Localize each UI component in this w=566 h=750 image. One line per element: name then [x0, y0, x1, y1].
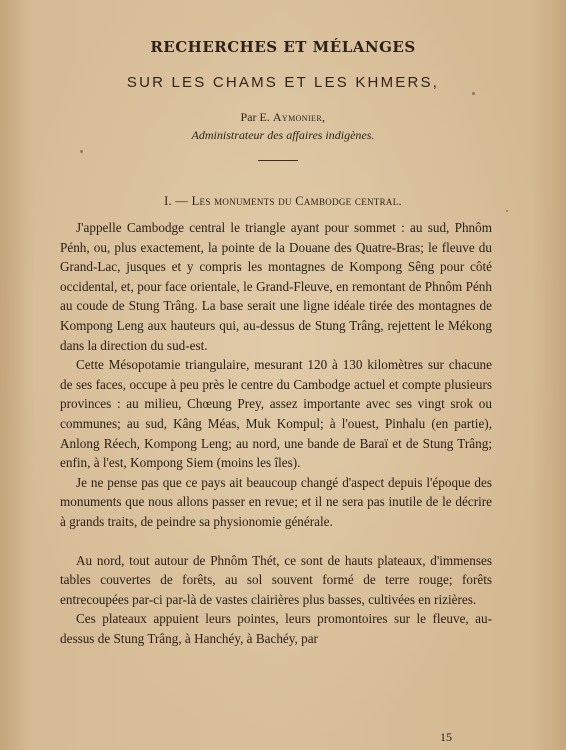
- paragraph: Ces plateaux appuient leurs pointes, leurs promontoires sur le fleuve, au-dessus de Stung Trâng, à Hanchéy, à Bachéy, par: [60, 611, 492, 646]
- article-subtitle: SUR LES CHAMS ET LES KHMERS,: [126, 74, 440, 91]
- title-divider: [258, 160, 298, 161]
- section-title: Les monuments du Cambodge central.: [191, 194, 402, 208]
- section-number: I. —: [164, 194, 189, 208]
- article-title: RECHERCHES ET MÉLANGES: [150, 38, 416, 56]
- article-body: [60, 218, 492, 648]
- byline-prefix: Par E.: [240, 110, 270, 124]
- author-name: Aymonier,: [272, 110, 326, 124]
- paper-speck: [80, 150, 83, 153]
- paragraph: J'appelle Cambodge central le triangle ayant pour sommet : au sud, Phnôm Pénh, ou, plus exactement, la pointe de la Douane des Quatre-Bras; le fleuve du Grand-Lac, jusques et y compris les montagnes de Kompong Sêng pour côté occidental, et, pour face orientale, le Grand-Fleuve, en remontant de Phnôm Pénh au coude de Stung Trâng. La base serait une ligne idéale tirée des montagnes de Kompong Leng aux hauteurs qui, au-dessus de Stung Trâng, rejettent le Mékong dans la direction du sud-est.: [60, 220, 492, 353]
- paragraph: Je ne pense pas que ce pays ait beaucoup changé d'aspect depuis l'époque des monuments que nous allons passer en revue; et il ne sera pas inutile de le décrire à grands traits, de peindre sa physionomie générale.: [60, 474, 492, 529]
- paragraph: Cette Mésopotamie triangulaire, mesurant 120 à 130 kilomètres sur chacune de ses faces, occupe à peu près le centre du Cambodge actuel et compte plusieurs provinces : au milieu, Chœung Prey, assez importante avec ses vingt srok ou communes; au sud, Kâng Méas, Muk Kompul; à l'ouest, Pinhalu (en partie), Anlong Réech, Kompong Leng; au nord, une bande de Baraï et de Stung Trâng; enfin, à l'est, Kompong Siem (moins les îles).: [60, 357, 492, 471]
- paragraph: Au nord, tout autour de Phnôm Thét, ce sont de hauts plateaux, d'immenses tables couvertes de forêts, au sol souvent formé de terre rouge; forêts entrecoupées par-ci par-là de vastes clairières plus basses, cultivées en rizières.: [60, 552, 492, 607]
- byline: [0, 110, 566, 125]
- author-affiliation: Administrateur des affaires indigènes.: [191, 128, 375, 142]
- paper-speck: [472, 92, 475, 95]
- page-number: 15: [440, 730, 452, 744]
- section-heading: [0, 194, 566, 209]
- paper-speck: [506, 210, 508, 212]
